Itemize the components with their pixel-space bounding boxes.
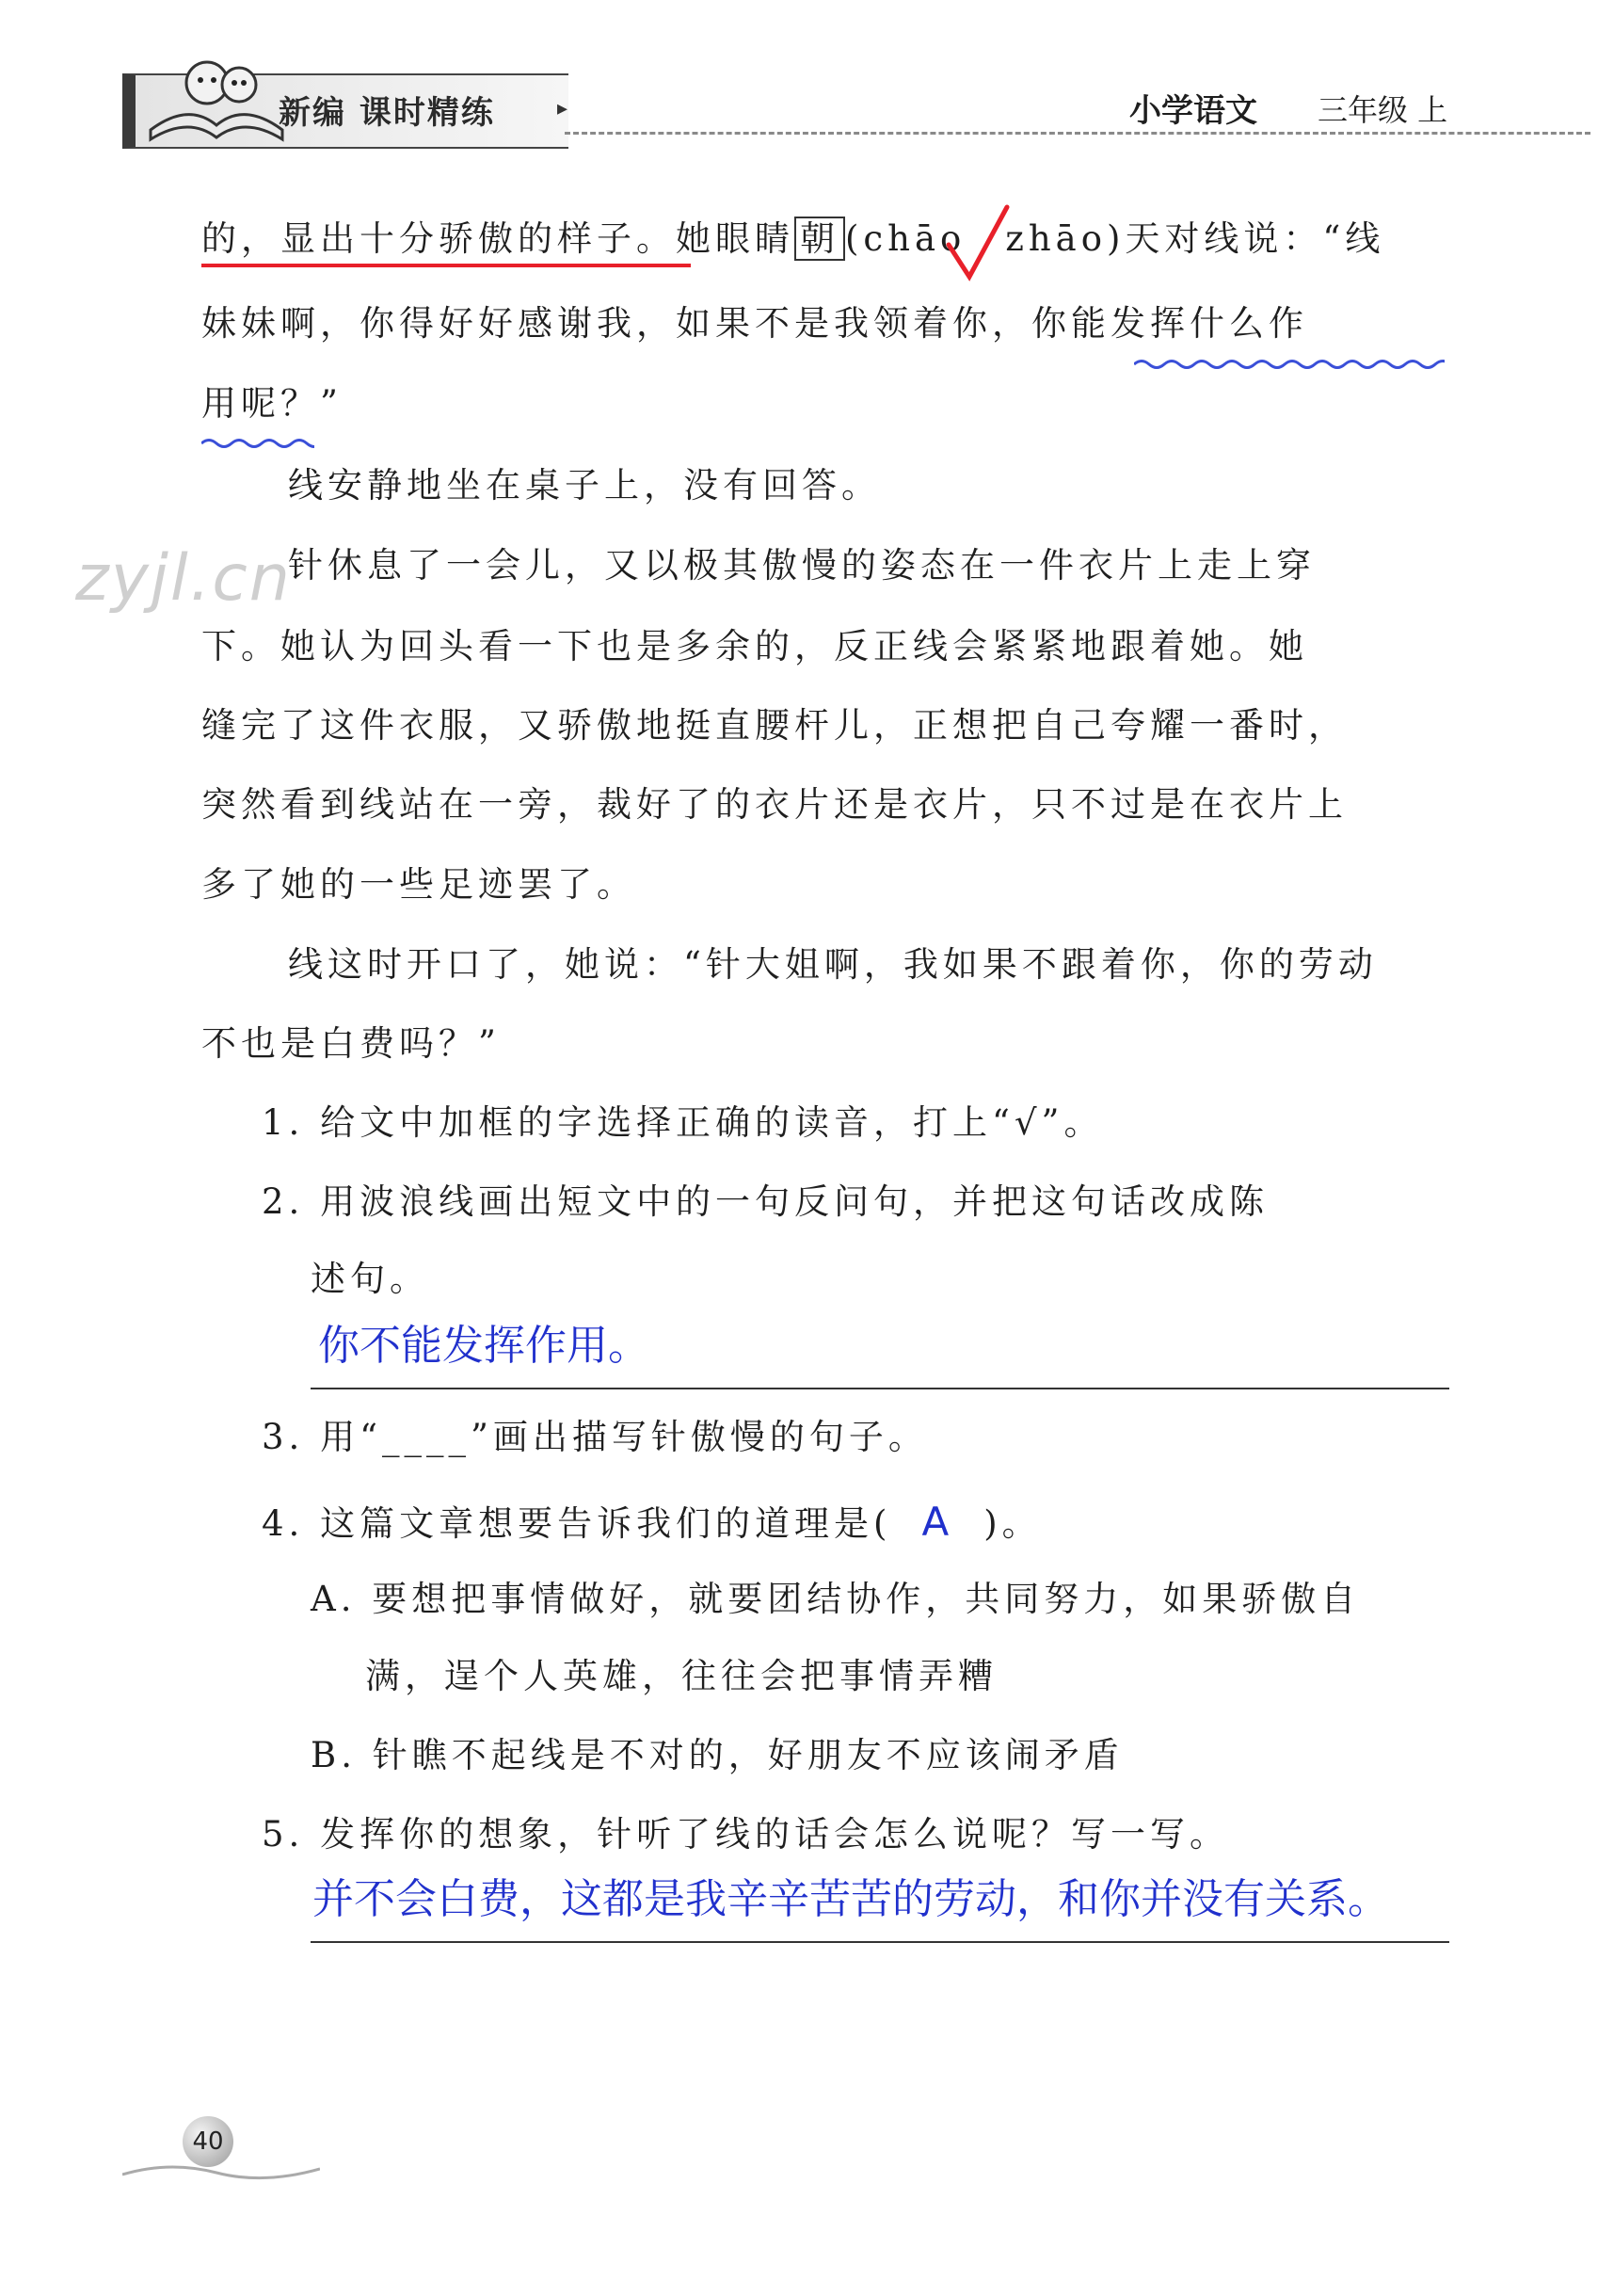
passage-line-5: 针休息了一会儿，又以极其傲慢的姿态在一件衣片上走上穿: [288, 545, 1316, 586]
question-4: [262, 1499, 1042, 1545]
passage-line-11: 不也是白费吗？”: [201, 1023, 501, 1064]
option-a-line-1: A. 要想把事情做好，就要团结协作，共同努力，如果骄傲自: [311, 1579, 1361, 1619]
wavy-sentence-end: 用呢？”: [201, 383, 343, 424]
passage-line-4: 线安静地坐在桌子上，没有回答。: [288, 465, 881, 506]
question-5: 5. 发挥你的想象，针听了线的话会怎么说呢？写一写。: [262, 1814, 1230, 1854]
pinyin-options: (chāo zhāo): [845, 218, 1126, 259]
passage-line-10: 线这时开口了，她说：“针大姐啊，我如果不跟着你，你的劳动: [288, 944, 1378, 985]
swoosh-decoration-icon: [122, 2156, 320, 2184]
series-title: 新编 课时精练: [279, 94, 495, 132]
boxed-character: 朝: [794, 217, 845, 261]
question-2-answer: 你不能发挥作用。: [318, 1322, 649, 1370]
option-a-line-2: 满，逞个人英雄，往往会把事情弄糟: [365, 1656, 998, 1696]
red-check-mark-icon: [941, 200, 1016, 284]
question-5-answer: 并不会白费，这都是我辛辛苦苦的劳动，和你并没有关系。: [312, 1875, 1389, 1923]
passage-line-8: 突然看到线站在一旁，裁好了的衣片还是衣片，只不过是在衣片上: [201, 784, 1348, 825]
passage-text: 她眼睛: [676, 218, 794, 259]
option-b: B. 针瞧不起线是不对的，好朋友不应该闹矛盾: [311, 1735, 1124, 1775]
passage-text: 天对线说：“线: [1125, 218, 1385, 259]
passage-line-6: 下。她认为回头看一下也是多余的，反正线会紧紧地跟着她。她: [201, 626, 1308, 666]
header-divider: [565, 132, 1590, 135]
blue-wavy-line: [1134, 358, 1445, 371]
passage-line-1: [201, 218, 1385, 259]
grade-label: 三年级 上: [1318, 92, 1448, 128]
question-2-line-1: 2. 用波浪线画出短文中的一句反问句，并把这句话改成陈: [262, 1181, 1270, 1222]
book-mascot-icon: [141, 45, 292, 149]
page-number: 40: [183, 2116, 233, 2167]
question-4-text: )。: [983, 1503, 1042, 1544]
blue-wavy-line: [201, 437, 314, 450]
question-4-text: 4. 这篇文章想要告诉我们的道理是(: [262, 1503, 892, 1544]
passage-line-3: [201, 383, 343, 424]
passage-text: 妹妹啊，你得好好感谢我，如果不是我领着你，: [201, 303, 1031, 344]
passage-line-9: 多了她的一些足迹罢了。: [201, 864, 636, 905]
watermark: zyjl.cn: [75, 541, 292, 616]
question-3: 3. 用“____”画出描写针傲慢的句子。: [262, 1417, 928, 1457]
answer-line: [311, 1941, 1449, 1943]
underlined-sentence: 的，显出十分骄傲的样子。: [201, 218, 676, 259]
red-underline-mark: [201, 264, 691, 267]
passage-line-7: 缝完了这件衣服，又骄傲地挺直腰杆儿，正想把自己夸耀一番时，: [201, 705, 1348, 746]
passage-line-2: [201, 303, 1308, 344]
question-4-answer: A: [921, 1499, 954, 1545]
question-2-line-2: 述句。: [311, 1259, 429, 1299]
question-1: 1. 给文中加框的字选择正确的读音，打上“√”。: [262, 1102, 1104, 1143]
answer-line: [311, 1388, 1449, 1389]
arrow-icon: ▸: [557, 97, 568, 120]
subject-label: 小学语文: [1129, 92, 1257, 130]
wavy-sentence: 你能发挥什么作: [1031, 303, 1308, 344]
